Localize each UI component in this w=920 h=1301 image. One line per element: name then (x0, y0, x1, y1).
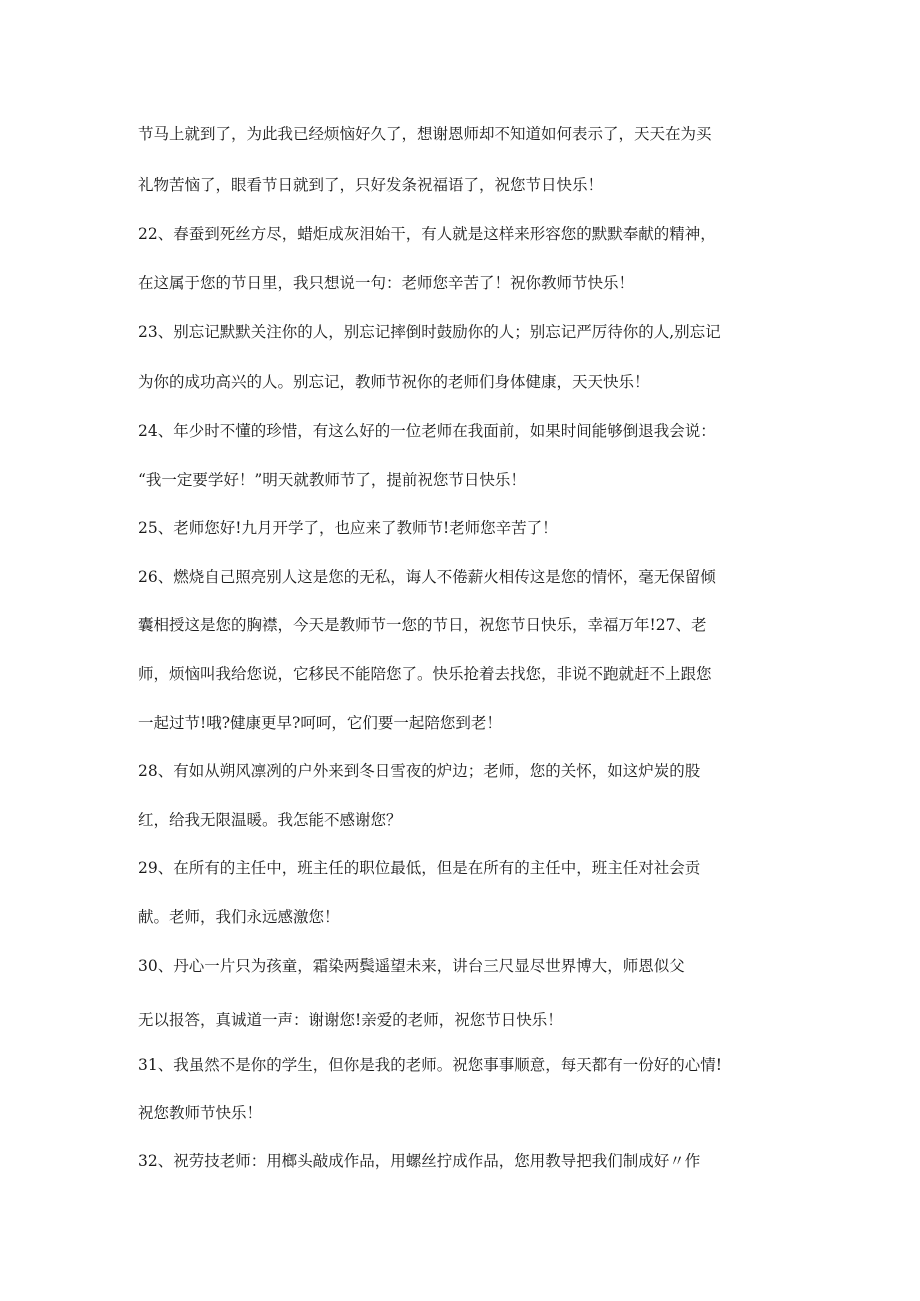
text-line: 祝您教师节快乐！ (138, 1104, 263, 1122)
text-line: 礼物苦恼了，眼看节日就到了，只好发条祝福语了，祝您节日快乐！ (138, 176, 604, 194)
text-line: 32、祝劳技老师：用榔头敲成作品，用螺丝拧成作品，您用教导把我们制成好〃作 (138, 1152, 701, 1170)
text-line: 献。老师，我们永远感激您！ (138, 908, 340, 926)
text-line: 节马上就到了，为此我已经烦恼好久了，想谢恩师却不知道如何表示了，天天在为买 (138, 125, 712, 143)
text-line: 为你的成功高兴的人。别忘记，教师节祝你的老师们身体健康，天天快乐！ (138, 373, 650, 391)
text-line: 在这属于您的节日里，我只想说一句：老师您辛苦了！祝你教师节快乐！ (138, 274, 635, 292)
text-line: 28、有如从朔风凛冽的户外来到冬日雪夜的炉边；老师，您的关怀，如这炉炭的股 (138, 762, 701, 780)
text-line: 31、我虽然不是你的学生，但你是我的老师。祝您事事顺意，每天都有一份好的心情! (138, 1056, 722, 1074)
text-line: 22、春蚕到死丝方尽，蜡炬成灰泪始干，有人就是这样来形容您的默默奉献的精神， (138, 225, 716, 243)
text-line: 师，烦恼叫我给您说，它移民不能陪您了。快乐抢着去找您，非说不跑就赶不上跟您 (138, 665, 712, 683)
text-line: 24、年少时不懂的珍惜，有这么好的一位老师在我面前，如果时间能够倒退我会说： (138, 422, 716, 440)
text-line: “我一定要学好！”明天就教师节了，提前祝您节日快乐！ (138, 471, 526, 489)
text-line: 一起过节!哦?健康更早?呵呵，它们要一起陪您到老！ (138, 714, 502, 732)
text-line: 23、别忘记默默关注你的人，别忘记摔倒时鼓励你的人；别忘记严厉待你的人,别忘记 (138, 323, 721, 341)
text-line: 无以报答，真诚道一声：谢谢您!亲爱的老师，祝您节日快乐！ (138, 1011, 563, 1029)
text-line: 29、在所有的主任中，班主任的职位最低，但是在所有的主任中，班主任对社会贡 (138, 859, 701, 877)
text-line: 26、燃烧自己照亮别人这是您的无私，诲人不倦薪火相传这是您的情怀，毫无保留倾 (138, 568, 716, 586)
text-line: 30、丹心一片只为孩童，霜染两鬓遥望未来，讲台三尺显尽世界博大，师恩似父 (138, 957, 685, 975)
text-line: 25、老师您好!九月开学了，也应来了教师节!老师您辛苦了！ (138, 519, 558, 537)
text-line: 红，给我无限温暖。我怎能不感谢您？ (138, 811, 402, 829)
text-line: 囊相授这是您的胸襟，今天是教师节一您的节日，祝您节日快乐，幸福万年!27、老 (138, 616, 707, 634)
